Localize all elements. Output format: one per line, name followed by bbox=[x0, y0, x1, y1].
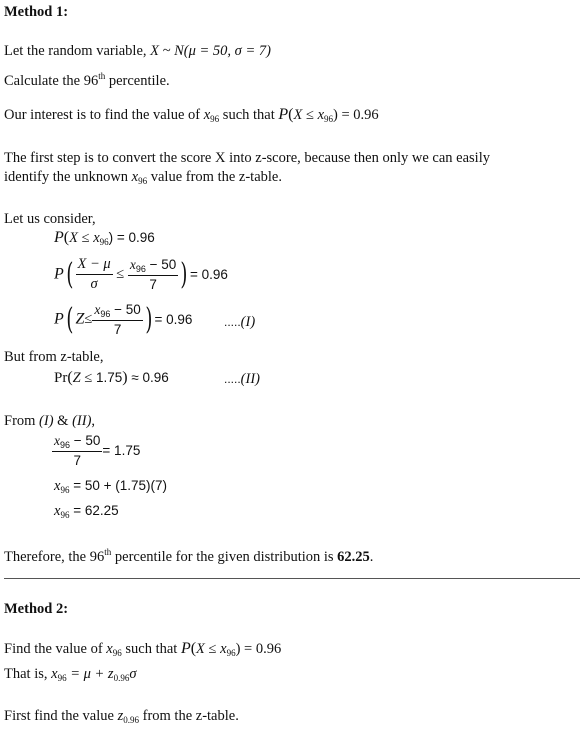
var-x: x bbox=[220, 641, 227, 657]
sub-96: 96 bbox=[60, 485, 70, 495]
var-x: x bbox=[51, 666, 58, 682]
prob-P: P bbox=[54, 310, 64, 328]
sub-96: 96 bbox=[99, 237, 109, 247]
fraction-left bbox=[76, 256, 113, 293]
ordinal-suffix: th bbox=[104, 547, 112, 557]
fraction-right bbox=[128, 257, 178, 292]
interest-eq-tail: ) = 0.96 bbox=[333, 107, 379, 123]
var-x: x bbox=[317, 107, 324, 123]
fraction bbox=[52, 433, 102, 468]
sub-96: 96 bbox=[112, 648, 122, 658]
method1-title: Method 1: bbox=[4, 4, 69, 20]
sub-96: 96 bbox=[138, 176, 148, 186]
sub-96: 96 bbox=[60, 440, 71, 450]
interest-text-mid: such that bbox=[219, 107, 279, 123]
var-Z: Z bbox=[75, 310, 85, 328]
frac-den: 7 bbox=[113, 322, 122, 337]
frac-den: σ bbox=[90, 276, 98, 292]
distribution-expression: X ~ N(μ = 50, σ = 7) bbox=[150, 43, 271, 59]
sub-96: 96 bbox=[60, 510, 70, 520]
var-x: x bbox=[129, 257, 136, 272]
frac-num-tail: − 50 bbox=[145, 257, 177, 272]
frac-num: X − μ bbox=[76, 256, 113, 275]
line-calculate bbox=[4, 67, 170, 90]
sigma-symbol: σ bbox=[129, 666, 137, 682]
sub-96: 96 bbox=[57, 673, 67, 683]
equation-6 bbox=[54, 478, 167, 495]
var-X: X bbox=[69, 230, 78, 246]
line-step2 bbox=[4, 168, 282, 190]
var-x: x bbox=[94, 302, 101, 317]
equation-5 bbox=[52, 433, 140, 468]
sub-96: 96 bbox=[324, 114, 333, 124]
line-step1: The first step is to convert the score X into z-score, because then only we can easily bbox=[4, 150, 490, 166]
equation-2: P( $\frac{X - \mu}{\sigma}$ ≤ $\frac{x_{96} - 50}{7}$ ) = 0.96 bbox=[54, 256, 228, 292]
line-random-variable bbox=[4, 42, 271, 60]
line-find: Find the value of $x_{96}$ such that $P(X \le x_{96}) = 0.96$ bbox=[4, 640, 282, 658]
sub-96: 96 bbox=[226, 648, 236, 658]
step-text: identify the unknown bbox=[4, 169, 132, 185]
calculate-text: Calculate the 96 bbox=[4, 73, 99, 89]
frac-den: 7 bbox=[149, 277, 157, 292]
therefore-end: . bbox=[369, 549, 374, 565]
var-x: x bbox=[106, 641, 113, 657]
var-z: z bbox=[117, 708, 124, 724]
result-value: 62.25 bbox=[337, 549, 370, 565]
frac-den: 7 bbox=[73, 453, 81, 468]
frac-num-tail: − 50 bbox=[70, 433, 101, 448]
le-sign: ≤ bbox=[112, 266, 128, 282]
eq7-tail: = 62.25 bbox=[69, 503, 119, 518]
line-therefore bbox=[4, 543, 373, 566]
interest-text: Our interest is to find the value of bbox=[4, 107, 204, 123]
prob-P: P bbox=[180, 640, 191, 657]
frac-num-tail: − 50 bbox=[110, 302, 141, 317]
random-variable-text: Let the random variable, bbox=[4, 43, 147, 59]
equation-3: P( Z≤ $\frac{x_{96} - 50}{7}$ ) = 0.96 bbox=[54, 301, 193, 337]
first-text: First find the value bbox=[4, 708, 118, 724]
var-X: X bbox=[196, 641, 205, 657]
calculate-text-end: percentile. bbox=[105, 73, 170, 89]
ordinal-suffix: th bbox=[98, 71, 106, 81]
le-sign: ≤ bbox=[302, 107, 318, 123]
sub-96: 96 bbox=[100, 309, 111, 319]
line-from: From (I) & (II), bbox=[4, 413, 96, 429]
eq3-tail: = 0.96 bbox=[154, 312, 193, 327]
sub-96: 96 bbox=[210, 114, 220, 124]
le-sign: ≤ bbox=[204, 641, 221, 657]
find-text: Find the value of bbox=[4, 641, 107, 657]
thatis-text: That is, bbox=[4, 666, 52, 682]
first-text-end: from the z-table. bbox=[138, 708, 239, 724]
sub-096: 0.96 bbox=[113, 673, 130, 683]
thatis-eq: = μ + z bbox=[66, 666, 114, 682]
prob-P: P bbox=[54, 229, 64, 246]
find-eq-tail: ) = 0.96 bbox=[235, 641, 282, 657]
var-x: x bbox=[93, 230, 100, 246]
line-consider: Let us consider, bbox=[4, 211, 96, 227]
var-x: x bbox=[203, 107, 211, 123]
var-x: x bbox=[54, 433, 60, 448]
le-sign: ≤ bbox=[77, 230, 94, 246]
equation-4: Pr(Z ≤ 1.75) ≈ 0.96 bbox=[54, 369, 169, 386]
var-x: x bbox=[54, 478, 61, 494]
equation-4-tag: .....(II) bbox=[224, 371, 260, 387]
var-X: X bbox=[293, 107, 303, 123]
step-text-end: value from the z-table. bbox=[147, 169, 282, 185]
eq2-tail: = 0.96 bbox=[190, 267, 228, 282]
eq5-tail: = 1.75 bbox=[102, 443, 141, 458]
section-divider bbox=[4, 578, 580, 579]
find-text-mid: such that bbox=[121, 641, 181, 657]
method2-title: Method 2: bbox=[4, 601, 69, 617]
prob-P: P bbox=[278, 106, 289, 123]
var-x: x bbox=[131, 169, 139, 185]
therefore-text: Therefore, the 96 bbox=[4, 549, 105, 565]
line-ztable: But from z-table, bbox=[4, 349, 104, 365]
equation-1: $P(X \le x_{96}) = 0.96$ bbox=[54, 229, 155, 247]
sub-096: 0.96 bbox=[123, 715, 139, 725]
equation-7 bbox=[54, 503, 119, 520]
line-thatis bbox=[4, 665, 136, 687]
fraction bbox=[92, 302, 142, 337]
line-interest: Our interest is to find the value of $x_{96}$ such that $P(X \le x_{96}) = 0.96$ bbox=[4, 106, 379, 124]
eq6-tail: = 50 + (1.75)(7) bbox=[69, 478, 167, 493]
equation-3-tag: .....(I) bbox=[224, 314, 256, 330]
prob-P: P bbox=[54, 265, 64, 283]
var-x: x bbox=[54, 503, 61, 519]
eq1-tail: ) = 0.96 bbox=[108, 230, 155, 245]
therefore-text-mid: percentile for the given distribution is bbox=[111, 549, 338, 565]
sub-96: 96 bbox=[135, 264, 146, 274]
line-first bbox=[4, 707, 239, 729]
